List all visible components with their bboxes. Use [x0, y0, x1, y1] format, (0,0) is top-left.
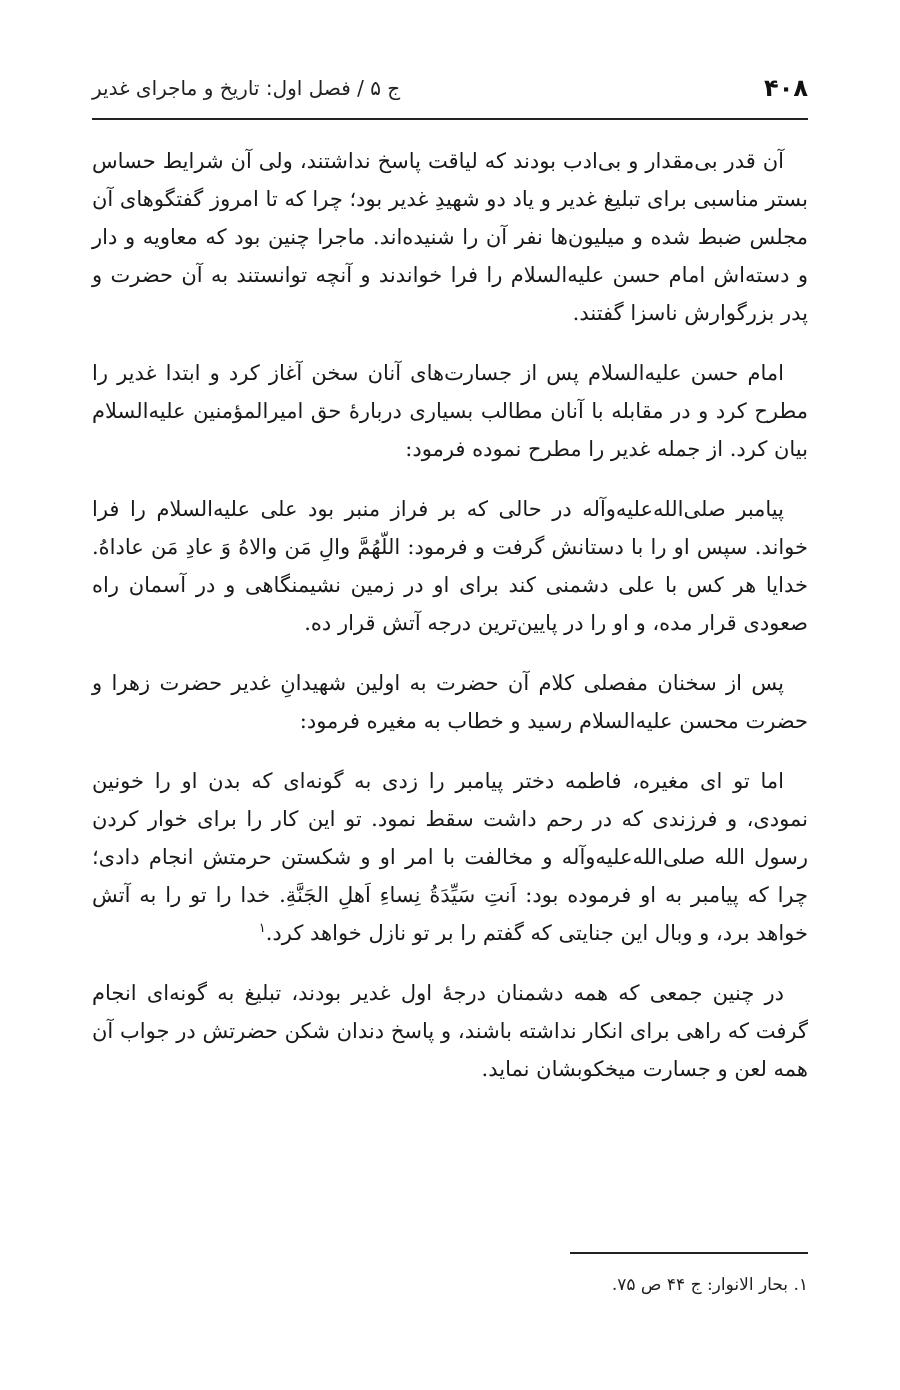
footnote: ۱. بحار الانوار: ج ۴۴ ص ۷۵. [611, 1275, 808, 1295]
footnote-rule [570, 1252, 808, 1254]
paragraph-6: در چنین جمعی که همه دشمنان درجهٔ اول غدیر بودند، تبلیغ به گونه‌ای انجام گرفت که راهی برای انکار نداشته باشند، و پاسخ دندان شکن حضرتش در جواب آن همه لعن و جسارت میخکوبشان نماید. [92, 981, 808, 1081]
header-rule [92, 118, 808, 120]
paragraph-3: پیامبر صلی‌الله‌علیه‌وآله در حالی که بر فراز منبر بود علی علیه‌السلام را فرا خواند. سپس او را با دستانش گرفت و فرمود: اللّهُمَّ والِ مَن والاهُ وَ عادِ مَن عاداهُ. خدایا هر کس با علی دشمنی کند برای او در زمین نشیمنگاهی و در آسمان راه صعودی قرار مده، و او را در پایین‌ترین درجه آتش قرار ده. [92, 497, 808, 635]
page-number: ۴۰۸ [764, 74, 808, 102]
page-header [92, 62, 808, 114]
footnote-marker: ۱ [258, 921, 266, 936]
paragraph-5-text: اما تو ای مغیره، فاطمه دختر پیامبر را زدی به گونه‌ای که بدن او را خونین نمودی، و فرزندی که در رحم داشت سقط نمود. تو این کار را برای خوار کردن رسول الله صلی‌الله‌علیه‌وآله و مخالفت با امر او و شکستن حرمتش انجام دادی؛ چرا که پیامبر به او فرموده بود: اَنتِ سَیِّدَةُ نِساءِ اَهلِ الجَنَّةِ. خدا را تو را به آتش خواهد برد، و وبال این جنایتی که گفتم را بر تو نازل خواهد کرد. [92, 769, 808, 945]
paragraph-2: امام حسن علیه‌السلام پس از جسارت‌های آنان سخن آغاز کرد و ابتدا غدیر را مطرح کرد و در مقابله با آنان مطالب بسیاری دربارهٔ حق امیرالمؤمنین علیه‌السلام بیان کرد. از جمله غدیر را مطرح نموده فرمود: [92, 361, 808, 461]
paragraph-5 [92, 762, 808, 952]
book-page [92, 0, 808, 1390]
paragraph-4: پس از سخنان مفصلی کلام آن حضرت به اولین شهیدانِ غدیر حضرت زهرا و حضرت محسن علیه‌السلام رسید و خطاب به مغیره فرمود: [92, 671, 808, 733]
paragraph-1: آن قدر بی‌مقدار و بی‌ادب بودند که لیاقت پاسخ نداشتند، ولی آن شرایط حساس بستر مناسبی برای تبلیغ غدیر و یاد دو شهیدِ غدیر بود؛ چرا که تا امروز گفتگوهای آن مجلس ضبط شده و میلیون‌ها نفر آن را شنیده‌اند. ماجرا چنین بود که معاویه و دار و دسته‌اش امام حسن علیه‌السلام را فرا خواندند و آنچه توانستند به آن حضرت و پدر بزرگوارش ناسزا گفتند. [92, 149, 808, 325]
running-title: ج ۵ / فصل اول: تاریخ و ماجرای غدیر [92, 76, 401, 100]
body-text [92, 142, 808, 1110]
